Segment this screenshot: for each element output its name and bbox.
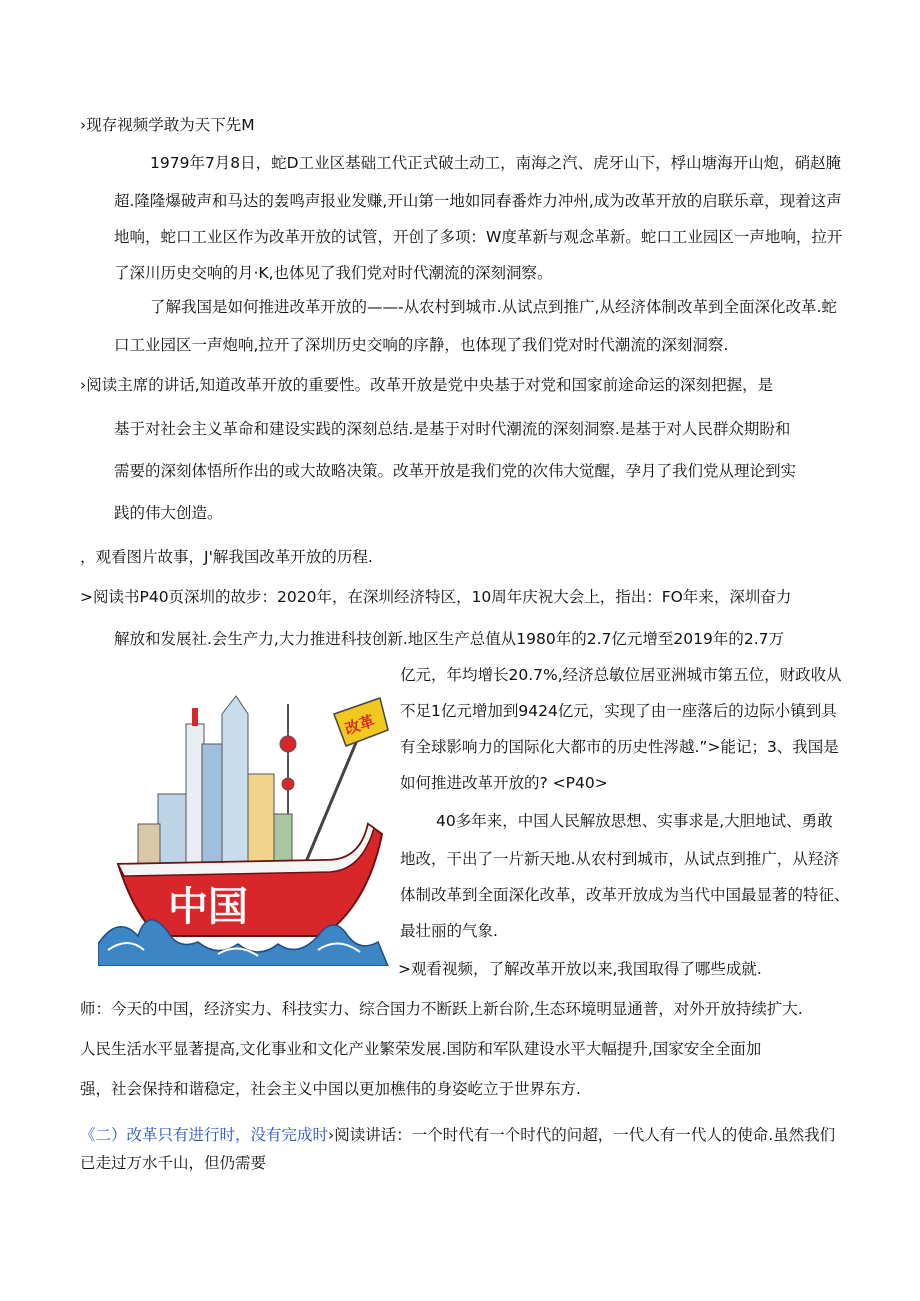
book-right-line: 有全球影响力的国际化大都市的历史性涔越.”>能记；3、我国是 bbox=[400, 738, 839, 756]
speech-line: ›阅读主席的讲话,知道改革开放的重要性。改革开放是党中央基于对党和国家前途命运的深刻把握，是 bbox=[80, 376, 774, 394]
section-two-heading-rest: ›阅读讲话：一个时代有一个时代的问超，一代人有一代人的使命.虽然我们 bbox=[328, 1126, 836, 1144]
section-two-line: 已走过万水千山，但仍需要 bbox=[80, 1154, 267, 1172]
section-two-heading: 《二）改革只有进行时，没有完成时 bbox=[80, 1126, 329, 1144]
pictures-line: ，观看图片故事，J'解我国改革开放的历程. bbox=[80, 548, 373, 566]
book-right-line: 如何推进改革开放的? <P40> bbox=[400, 774, 608, 792]
speech-line: 需要的深刻体悟所作出的或大故略决策。改革开放是我们党的次伟大觉醒，孕月了我们党从理论到实 bbox=[114, 462, 797, 480]
paragraph-line: 1979年7月8日，蛇D工业区基础工代正式破土动工，南海之汽、虎牙山下，桴山塘海开山炮，硝赵腌 bbox=[150, 154, 842, 172]
section-heading-video: ›现存视频学敢为天下先M bbox=[80, 116, 255, 134]
book-para-line: 40多年来，中国人民解放思想、实事求是,大胆地试、勇敢 bbox=[436, 812, 833, 830]
paragraph-line: 口工业园区一声炮响,拉开了深圳历史交响的序静，也体现了我们党对时代潮流的深刻洞察. bbox=[114, 336, 729, 354]
book-para-line: 最壮丽的气象. bbox=[400, 922, 498, 940]
book-line: 解放和发展社.会生产力,大力推进科技创新.地区生产总值从1980年的2.7亿元增至2019年的2.7万 bbox=[114, 630, 784, 648]
teacher-line: 人民生活水平显著提高,文化事业和文化产业繁荣发展.国防和军队建设水平大幅提升,国家安全全面加 bbox=[80, 1040, 762, 1058]
book-right-line: 亿元，年均增长20.7%,经济总敏位居亚洲城市第五位，财政收从 bbox=[400, 666, 842, 684]
paragraph-line: 超.隆隆爆破声和马达的轰鸣声报业发赚,开山第一地如同春番炸力冲州,成为改革开放的启联乐章，现着这声 bbox=[114, 192, 842, 210]
book-line: >阅读书P40页深圳的故步：2020年，在深圳经济特区，10周年庆祝大会上，指出：FO年来，深圳奋力 bbox=[80, 588, 792, 606]
section-two-line bbox=[80, 1124, 835, 1146]
flag-label: 改革 bbox=[342, 711, 377, 739]
hull-label: 中国 bbox=[168, 884, 248, 930]
video-line: >观看视频，了解改革开放以来,我国取得了哪些成就. bbox=[398, 960, 762, 978]
book-para-line: 体制改革到全面深化改革，改革开放成为当代中国最显著的特征、 bbox=[400, 886, 850, 904]
teacher-line: 师：今天的中国，经济实力、科技实力、综合国力不断跃上新台阶,生态环境明显通普，对外开放持续扩大. bbox=[80, 1000, 803, 1018]
speech-line: 基于对社会主义革命和建设实践的深刻总结.是基于对时代潮流的深刻洞察.是基于对人民群众期盼和 bbox=[114, 420, 791, 438]
teacher-line: 强，社会保持和谐稳定，社会主义中国以更加樵伟的身姿屹立于世界东方. bbox=[80, 1080, 581, 1098]
paragraph-line: 了解我国是如何推进改革开放的——-从农村到城市.从试点到推广,从经济体制改革到全面深化改革.蛇 bbox=[150, 298, 837, 316]
paragraph-line: 了深川历史交响的月·K,也体见了我们党对时代潮流的深刻洞察。 bbox=[114, 264, 553, 282]
book-right-line: 不足1亿元增加到9424亿元，实现了由一座落后的边际小镇到具 bbox=[400, 702, 837, 720]
reform-ship-illustration bbox=[98, 674, 394, 966]
paragraph-line: 地响，蛇口工业区作为改革开放的试管，开创了多项：W度革新与观念革新。蛇口工业园区一声地响，拉开 bbox=[114, 228, 843, 246]
book-para-line: 地改，干出了一片新天地.从农村到城市，从试点到推广，从羟济 bbox=[400, 850, 839, 868]
city-skyline bbox=[138, 696, 296, 874]
speech-line: 践的伟大创造。 bbox=[114, 504, 223, 522]
